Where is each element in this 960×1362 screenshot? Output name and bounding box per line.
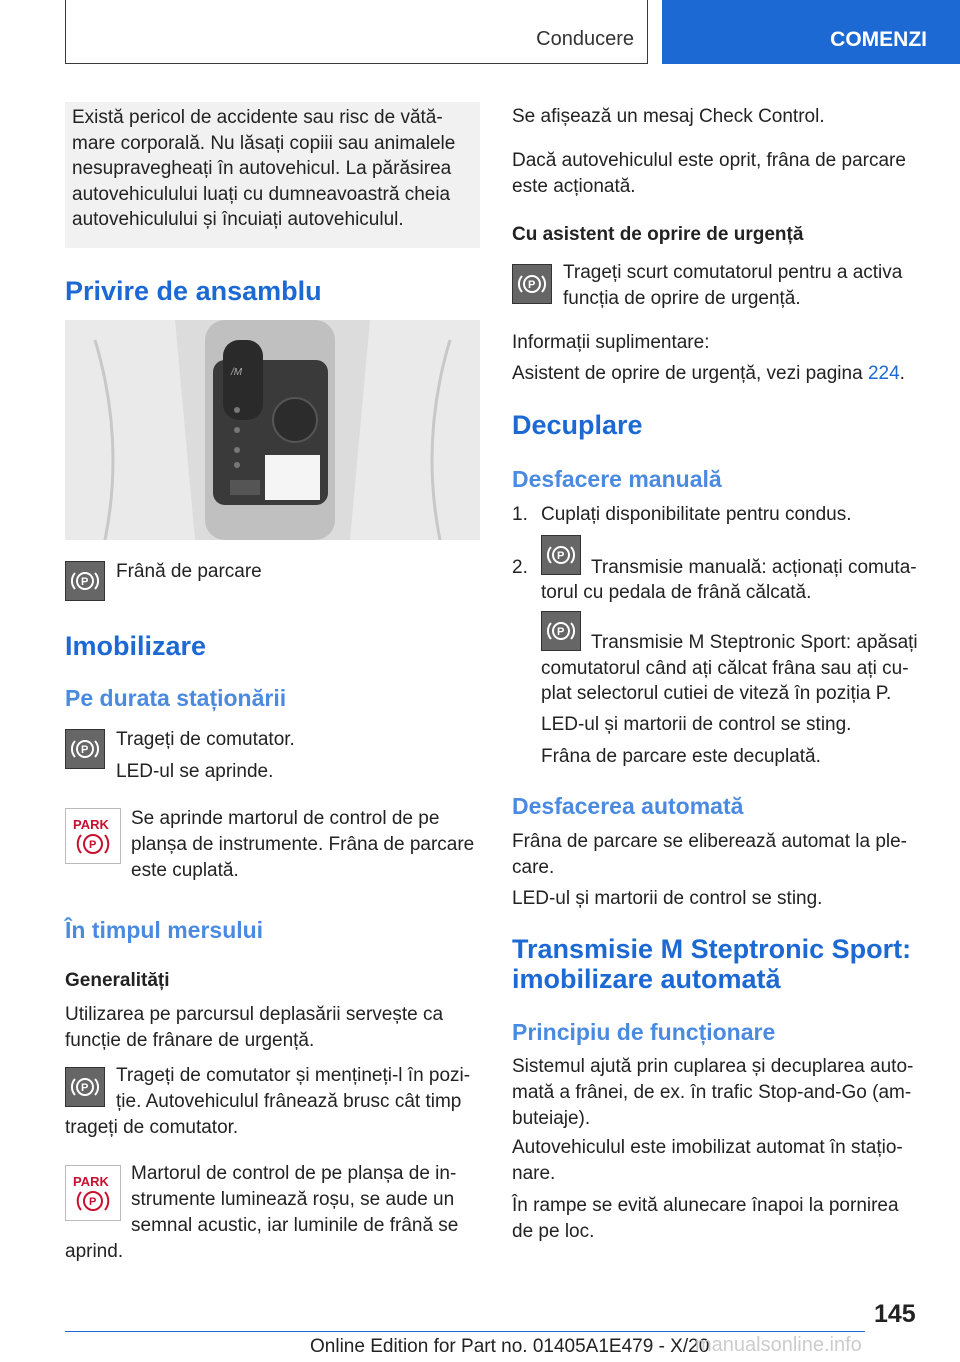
released-text: Frâna de parcare este decuplată. — [541, 746, 821, 767]
principle-text3: În rampe se evită alunecare înapoi la pornirea de pe loc. — [512, 1195, 899, 1242]
manual-release-heading: Desfacere manuală — [512, 466, 722, 492]
step2-number: 2. — [512, 557, 528, 578]
svg-text:PARK: PARK — [73, 1174, 109, 1189]
stopped-text: Dacă autovehiculul este oprit, frâna de parcare este acționată. — [512, 150, 906, 197]
console-photo — [65, 320, 480, 540]
info-line — [512, 361, 905, 387]
header-section-label: Conducere — [536, 28, 634, 50]
overview-caption: Frână de parcare — [116, 561, 262, 582]
park-warning-icon — [65, 1165, 121, 1221]
parking-brake-icon — [541, 611, 581, 651]
svg-text:/M: /M — [231, 367, 243, 378]
warning-text: Există pericol de accidente sau risc de vătă-mare corporală. Nu lăsați copiii sau animalele nesupravegheați în autovehicul. La părăsirea autovehiculului luați cu dumneavoastră cheia autovehiculului și încuiați autovehiculul. — [72, 107, 456, 230]
emergency-heading: Cu asistent de oprire de urgență — [512, 224, 804, 245]
release-heading: Decuplare — [512, 410, 643, 440]
page-link[interactable]: 224 — [867, 363, 900, 384]
driving-pull-line1: Trageți de comutator și mențineți-l în pozi- — [116, 1065, 471, 1086]
driving-pull-line2: ție. Autovehiculul frânează brusc cât timp — [116, 1091, 462, 1112]
driving-heading: În timpul mersului — [65, 917, 264, 943]
park-warning-icon — [65, 808, 121, 864]
parking-brake-icon — [541, 535, 581, 575]
principle-heading: Principiu de funcționare — [512, 1019, 776, 1045]
info-end: . — [899, 363, 905, 384]
svg-text:P: P — [557, 550, 565, 562]
park-label: PARK — [73, 817, 109, 832]
step2b-line3: plat selectorul cutiei de viteză în poziția P. — [541, 683, 892, 704]
stationary-pull-text: Trageți de comutator. — [116, 729, 295, 750]
parking-brake-icon — [512, 264, 552, 304]
principle-text1: Sistemul ajută prin cuplarea și decuplarea auto-mată a frânei, de ex. în trafic Stop-and-Go (am-buteiaje). — [512, 1056, 914, 1129]
page-number: 145 — [874, 1300, 916, 1328]
svg-text:P: P — [81, 576, 89, 588]
watermark: manualsonline.info — [695, 1334, 862, 1356]
step1-number: 1. — [512, 504, 528, 525]
driving-park-line3: semnal acustic, iar luminile de frână se — [131, 1215, 459, 1236]
auto-hold-heading-line1: Transmisie M Steptronic Sport: — [512, 934, 912, 964]
svg-text:P: P — [528, 279, 536, 291]
info-label: Informații suplimentare: — [512, 332, 710, 353]
led-off-text: LED-ul și martorii de control se sting. — [541, 714, 852, 735]
step2-line1: Transmisie manuală: acționați comuta- — [591, 557, 917, 578]
auto-hold-heading-line2: imobilizare automată — [512, 964, 781, 994]
driving-park-line2: strumente luminează roșu, se aude un — [131, 1189, 455, 1210]
footer-edition: Online Edition for Part no. 01405A1E479 - X/20 — [310, 1336, 710, 1357]
driving-pull-line3: trageți de comutator. — [65, 1117, 239, 1138]
parking-brake-icon — [65, 561, 105, 601]
immobilize-heading: Imobilizare — [65, 631, 207, 661]
header-chapter-tab — [662, 0, 960, 64]
auto-release-led: LED-ul și martorii de control se sting. — [512, 888, 823, 909]
auto-release-text: Frâna de parcare se eliberează automat la ple-care. — [512, 831, 908, 878]
svg-text:P: P — [89, 839, 97, 851]
stationary-led-text: LED-ul se aprinde. — [116, 761, 274, 782]
svg-text:P: P — [557, 626, 565, 638]
stationary-park-text: Se aprinde martorul de control de pe planșa de instrumente. Frâna de parcare este cuplată. — [131, 808, 475, 881]
overview-heading: Privire de ansamblu — [65, 276, 322, 306]
auto-release-heading: Desfacerea automată — [512, 793, 744, 819]
principle-text2: Autovehiculul este imobilizat automat în stațio-nare. — [512, 1137, 903, 1184]
step2b-line1: Transmisie M Steptronic Sport: apăsați — [591, 632, 918, 653]
warning-box — [65, 102, 480, 248]
svg-text:P: P — [89, 1196, 97, 1208]
driving-park-line4: aprind. — [65, 1241, 124, 1262]
stationary-heading: Pe durata staționării — [65, 685, 287, 711]
general-subheading: Generalități — [65, 970, 170, 991]
parking-brake-icon — [65, 1067, 105, 1107]
svg-text:P: P — [81, 1082, 89, 1094]
step1-text: Cuplați disponibilitate pentru condus. — [541, 504, 852, 525]
check-control-text: Se afișează un mesaj Check Control. — [512, 106, 825, 127]
header-section-tab — [65, 0, 648, 64]
step2b-line2: comutatorul când ați călcat frâna sau ați cu- — [541, 658, 909, 679]
driving-intro-text: Utilizarea pe parcursul deplasării servește ca funcție de frânare de urgență. — [65, 1004, 444, 1051]
info-text: Asistent de oprire de urgență, vezi pagina — [512, 363, 863, 384]
driving-park-line1: Martorul de control de pe planșa de in- — [131, 1163, 457, 1184]
svg-text:P: P — [81, 744, 89, 756]
parking-brake-icon — [65, 729, 105, 769]
emergency-text: Trageți scurt comutatorul pentru a activa funcția de oprire de urgență. — [563, 262, 903, 309]
center-console-image — [65, 320, 480, 540]
footer-rule — [65, 1331, 865, 1332]
header-chapter-label: COMENZI — [830, 28, 927, 51]
step2-line2: torul cu pedala de frână călcată. — [541, 582, 812, 603]
